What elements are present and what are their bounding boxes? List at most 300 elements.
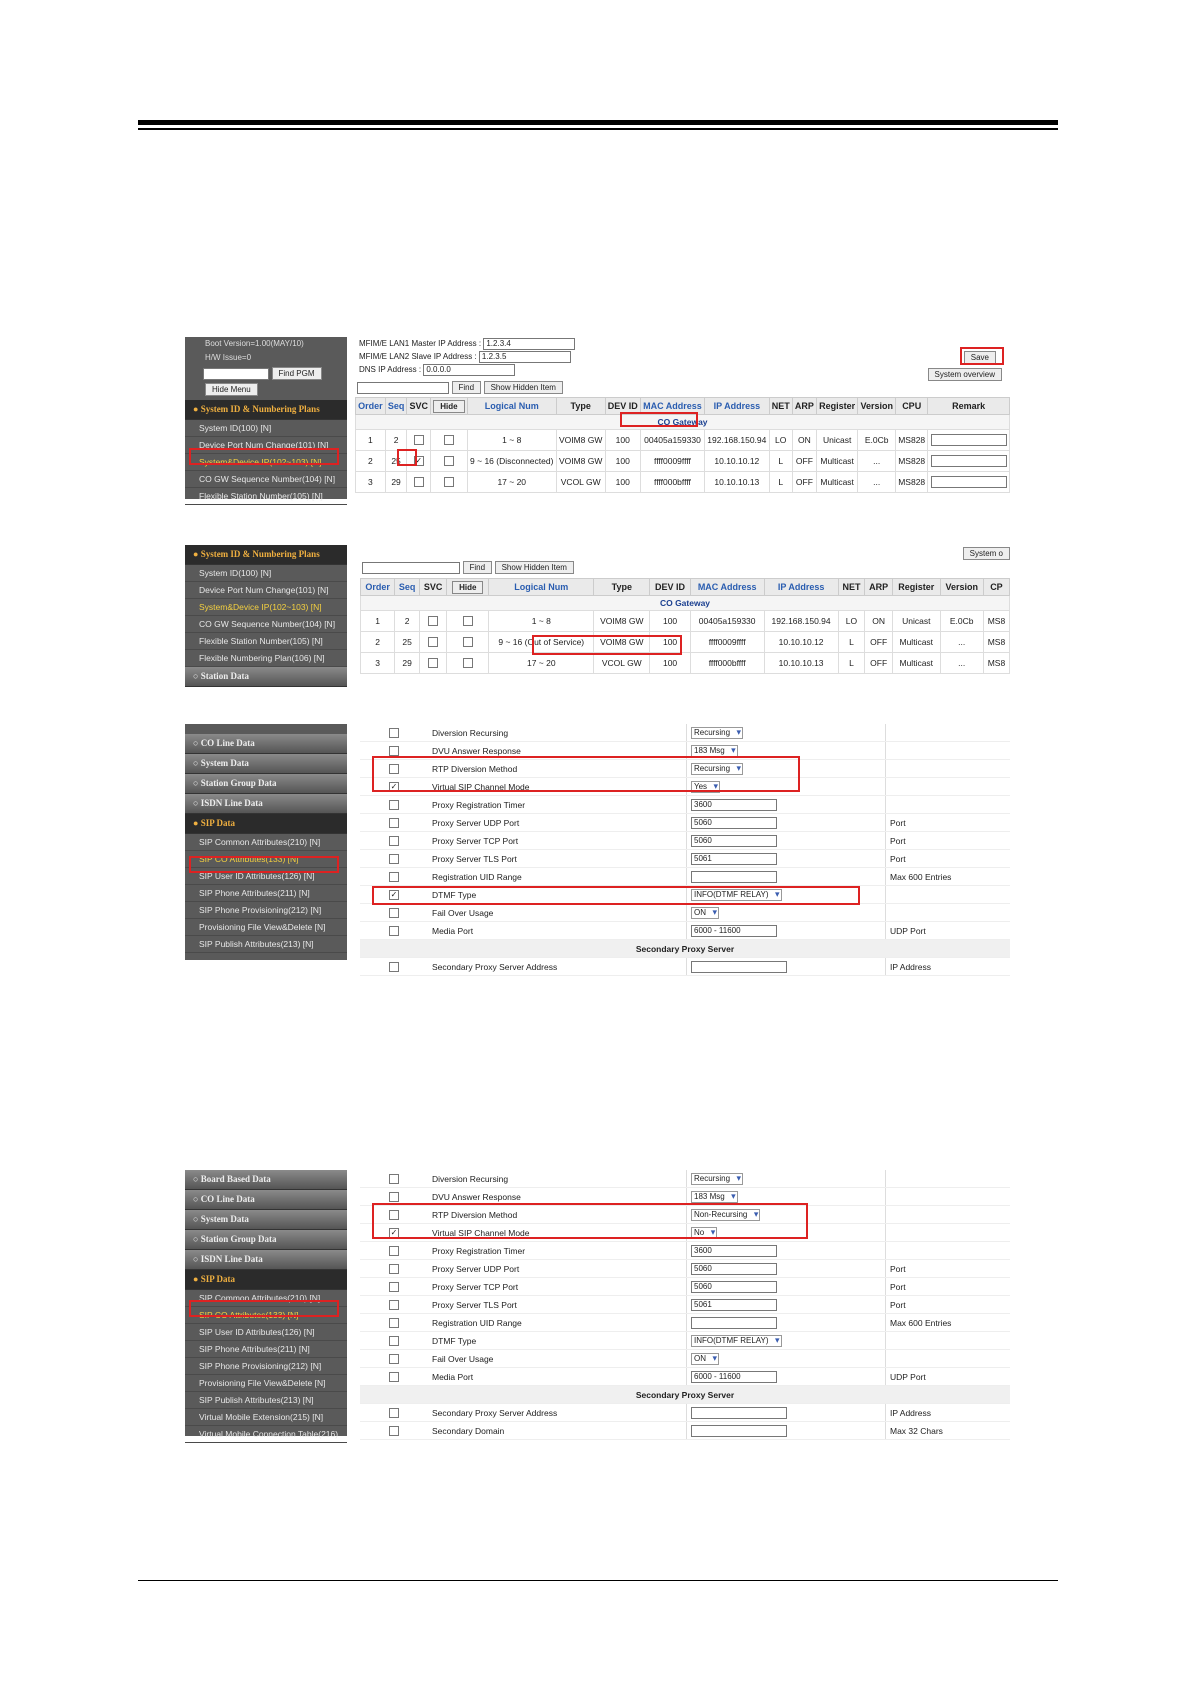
attr-note	[886, 1188, 1011, 1206]
column-header: Order	[361, 579, 395, 596]
menu-item[interactable]: System ID(100) [N]	[185, 420, 347, 437]
column-header: Register	[893, 579, 940, 596]
hide-button[interactable]: Hide	[452, 581, 483, 594]
check-cell	[360, 1350, 428, 1368]
highlight-box	[372, 756, 800, 792]
column-header: SVC	[420, 579, 447, 596]
attribute-row	[360, 1260, 1010, 1278]
hide-checkbox[interactable]	[463, 616, 473, 626]
row-checkbox[interactable]	[389, 728, 399, 738]
slave-ip-input[interactable]: 1.2.3.5	[479, 351, 571, 363]
svc-cell	[420, 632, 447, 653]
value-cell	[687, 850, 886, 868]
column-header: Version	[940, 579, 983, 596]
attr-input[interactable]: 5061	[691, 853, 777, 865]
cpu-cell: MS828	[896, 451, 928, 472]
section-sip-data[interactable]: ● SIP Data	[185, 814, 347, 834]
attr-name: Virtual SIP Channel Mode	[428, 778, 687, 796]
main-panel	[360, 1170, 1010, 1436]
main-panel	[355, 337, 1010, 499]
column-header: Type	[556, 398, 605, 415]
row-checkbox[interactable]	[389, 1174, 399, 1184]
attr-note: UDP Port	[886, 922, 1011, 940]
menu-item[interactable]: Flexible Station Number(105) [N]	[185, 633, 347, 650]
highlight-box	[620, 412, 698, 427]
value-cell	[687, 814, 886, 832]
register-cell: Unicast	[816, 430, 857, 451]
type-cell: VCOL GW	[594, 653, 650, 674]
sidebar	[185, 337, 347, 499]
attr-name: Virtual SIP Channel Mode	[428, 1224, 687, 1242]
svc-checkbox[interactable]	[428, 616, 438, 626]
attr-name: Proxy Server UDP Port	[428, 814, 687, 832]
section-isdn-line[interactable]: ○ ISDN Line Data	[185, 794, 347, 814]
system-overview-button[interactable]: System overview	[928, 368, 1002, 381]
attr-select[interactable]: ON ▾	[691, 907, 719, 919]
attr-input[interactable]: 6000 - 11600	[691, 925, 777, 937]
register-cell: Multicast	[816, 451, 857, 472]
row-checkbox[interactable]	[389, 872, 399, 882]
attr-note: Max 600 Entries	[886, 1314, 1011, 1332]
info-line: H/W Issue=0	[205, 353, 252, 362]
attribute-row	[360, 1242, 1010, 1260]
menu-item[interactable]: SIP User ID Attributes(126) [N]	[185, 868, 347, 885]
attr-input[interactable]: 5060	[691, 1281, 777, 1293]
column-header: IP Address	[705, 398, 770, 415]
row-checkbox[interactable]: ✓	[390, 781, 398, 791]
attr-input[interactable]: 6000 - 11600	[691, 1371, 777, 1383]
column-header	[447, 579, 489, 596]
section-system-id[interactable]: ● System ID & Numbering Plans	[185, 545, 347, 565]
column-header: DEV ID	[650, 579, 691, 596]
cpu-cell: MS828	[896, 430, 928, 451]
remark-input[interactable]	[931, 455, 1007, 467]
net-cell: LO	[838, 611, 865, 632]
net-cell: L	[769, 472, 792, 493]
attribute-row	[360, 1278, 1010, 1296]
attr-select[interactable]: ON ▾	[691, 1353, 719, 1365]
section-system[interactable]: ○ System Data	[185, 754, 347, 774]
attr-select[interactable]: No ▾	[691, 1227, 717, 1239]
attr-note: IP Address	[886, 958, 1011, 976]
column-header: MAC Address	[640, 398, 704, 415]
menu-item[interactable]: SIP Phone Attributes(211) [N]	[185, 1341, 347, 1358]
attr-select[interactable]: 183 Msg ▾	[691, 745, 738, 757]
check-cell	[360, 850, 428, 868]
section-sip-data[interactable]: ● SIP Data	[185, 1270, 347, 1290]
attr-input[interactable]	[691, 1407, 787, 1419]
attribute-row	[360, 1332, 1010, 1350]
mac-cell: 00405a159330	[690, 611, 764, 632]
attr-name: Registration UID Range	[428, 868, 687, 886]
attribute-row	[360, 814, 1010, 832]
header-rule-thick	[138, 120, 1058, 125]
check-cell	[360, 922, 428, 940]
attr-note	[886, 1170, 1011, 1188]
row-checkbox[interactable]	[389, 1264, 399, 1274]
row-checkbox[interactable]	[389, 926, 399, 936]
seq-cell: 29	[385, 472, 407, 493]
check-cell	[360, 1242, 428, 1260]
group-label: CO Gateway	[356, 415, 1010, 430]
pgm-input[interactable]	[203, 368, 269, 380]
table-row	[361, 653, 1010, 674]
menu-item[interactable]: SIP Phone Provisioning(212) [N]	[185, 902, 347, 919]
table-row	[361, 632, 1010, 653]
version-cell: E.0Cb	[858, 430, 896, 451]
row-checkbox[interactable]	[389, 1192, 399, 1202]
column-header: CPU	[896, 398, 928, 415]
dev-id-cell: 100	[650, 632, 691, 653]
ip-cell: 10.10.10.12	[705, 451, 770, 472]
value-cell	[687, 904, 886, 922]
type-cell: VOIM8 GW	[594, 611, 650, 632]
version-cell: ...	[940, 653, 983, 674]
seq-cell: 2	[395, 611, 420, 632]
attr-select[interactable]: Recursing ▾	[691, 763, 743, 775]
cpu-cell: MS8	[983, 653, 1009, 674]
mac-cell: ffff000bffff	[690, 653, 764, 674]
attr-select[interactable]: Yes ▾	[691, 781, 720, 793]
svc-checkbox[interactable]	[414, 435, 424, 445]
logical-num-cell: 9 ~ 16 (Out of Service)	[489, 632, 594, 653]
row-checkbox[interactable]	[389, 1282, 399, 1292]
version-cell: ...	[858, 472, 896, 493]
attribute-row	[360, 904, 1010, 922]
order-cell: 2	[361, 632, 395, 653]
attr-select[interactable]: Recursing ▾	[691, 727, 743, 739]
attribute-row	[360, 850, 1010, 868]
system-overview-button[interactable]: System o	[963, 547, 1010, 560]
attribute-row	[360, 1314, 1010, 1332]
section-station-group[interactable]: ○ Station Group Data	[185, 1230, 347, 1250]
subheader: Secondary Proxy Server	[360, 1386, 1010, 1404]
attr-note: Port	[886, 832, 1011, 850]
row-checkbox[interactable]	[389, 1426, 399, 1436]
attr-input[interactable]: 3600	[691, 1245, 777, 1257]
section-co-line[interactable]: ○ CO Line Data	[185, 734, 347, 754]
value-cell	[687, 922, 886, 940]
attr-name: Fail Over Usage	[428, 1350, 687, 1368]
svc-cell	[407, 430, 431, 451]
attr-name: DVU Answer Response	[428, 1188, 687, 1206]
value-cell	[687, 1170, 886, 1188]
menu-item[interactable]: SIP Common Attributes(210) [N]	[185, 1290, 347, 1307]
attr-select[interactable]: INFO(DTMF RELAY) ▾	[691, 889, 782, 901]
menu-item[interactable]: CO GW Sequence Number(104) [N]	[185, 616, 347, 633]
row-checkbox[interactable]	[389, 836, 399, 846]
logical-num-cell: 17 ~ 20	[467, 472, 556, 493]
dev-id-cell: 100	[650, 653, 691, 674]
attr-note	[886, 760, 1011, 778]
attr-input[interactable]	[691, 1425, 787, 1437]
register-cell: Unicast	[893, 611, 940, 632]
attr-note	[886, 742, 1011, 760]
value-cell	[687, 1278, 886, 1296]
highlight-box	[372, 1203, 808, 1239]
attr-note: UDP Port	[886, 1368, 1011, 1386]
check-cell	[360, 868, 428, 886]
arp-cell: OFF	[792, 451, 816, 472]
attr-select[interactable]: 183 Msg ▾	[691, 1191, 738, 1203]
menu-item[interactable]: SIP Publish Attributes(213) [N]	[185, 936, 347, 953]
section-isdn-line[interactable]: ○ ISDN Line Data	[185, 1250, 347, 1270]
menu-item[interactable]: SIP User ID Attributes(126) [N]	[185, 1324, 347, 1341]
row-checkbox[interactable]	[389, 746, 399, 756]
row-checkbox[interactable]	[389, 1354, 399, 1364]
master-ip-input[interactable]: 1.2.3.4	[483, 338, 575, 350]
row-checkbox[interactable]	[389, 818, 399, 828]
main-panel	[360, 724, 1010, 972]
menu-item-selected[interactable]: SIP CO Attributes(133) [N]	[185, 1307, 347, 1324]
attr-name: Media Port	[428, 1368, 687, 1386]
sidebar	[185, 545, 347, 681]
row-checkbox[interactable]	[389, 908, 399, 918]
menu-item-selected[interactable]: System&Device IP(102~103) [N]	[185, 599, 347, 616]
hide-checkbox[interactable]	[444, 456, 454, 466]
row-checkbox[interactable]	[389, 1300, 399, 1310]
value-cell	[687, 1296, 886, 1314]
attr-name: Secondary Proxy Server Address	[428, 1404, 687, 1422]
arp-cell: ON	[865, 611, 893, 632]
attr-select[interactable]: INFO(DTMF RELAY) ▾	[691, 1335, 782, 1347]
attribute-row	[360, 922, 1010, 940]
value-cell	[687, 1260, 886, 1278]
menu-item[interactable]: SIP Publish Attributes(213) [N]	[185, 1392, 347, 1409]
svc-checkbox[interactable]: ✓	[415, 456, 423, 466]
row-checkbox[interactable]	[389, 962, 399, 972]
attr-name: Registration UID Range	[428, 1314, 687, 1332]
header-rule-thin	[138, 128, 1058, 130]
hide-button[interactable]: Hide	[433, 400, 464, 413]
mac-cell: ffff000bffff	[640, 472, 704, 493]
attr-input[interactable]: 5060	[691, 835, 777, 847]
column-header: Remark	[928, 398, 1010, 415]
cpu-cell: MS828	[896, 472, 928, 493]
check-cell	[360, 1368, 428, 1386]
attr-note: Port	[886, 1278, 1011, 1296]
mac-cell: ffff0009ffff	[690, 632, 764, 653]
attr-note	[886, 904, 1011, 922]
attr-select[interactable]: Recursing ▾	[691, 1173, 743, 1185]
hide-checkbox[interactable]	[444, 435, 454, 445]
ip-cell: 10.10.10.13	[705, 472, 770, 493]
attr-name: Diversion Recursing	[428, 724, 687, 742]
row-checkbox[interactable]	[389, 1372, 399, 1382]
remark-input[interactable]	[931, 434, 1007, 446]
attr-select[interactable]: Non-Recursing ▾	[691, 1209, 760, 1221]
column-header: Logical Num	[467, 398, 556, 415]
menu-item[interactable]: Flexible Numbering Plan(106) [N]	[185, 650, 347, 667]
hide-cell	[431, 451, 468, 472]
attr-note	[886, 724, 1011, 742]
check-cell	[360, 814, 428, 832]
attr-name: Secondary Domain	[428, 1422, 687, 1440]
find-input[interactable]	[357, 382, 449, 394]
mac-cell: ffff0009ffff	[640, 451, 704, 472]
menu-item[interactable]: System ID(100) [N]	[185, 565, 347, 582]
row-checkbox[interactable]	[389, 1408, 399, 1418]
type-cell: VOIM8 GW	[556, 430, 605, 451]
row-checkbox[interactable]: ✓	[390, 889, 398, 899]
column-header: NET	[838, 579, 865, 596]
row-checkbox[interactable]: ✓	[390, 1227, 398, 1237]
value-cell	[687, 724, 886, 742]
attr-name: Proxy Server TCP Port	[428, 1278, 687, 1296]
column-header: NET	[769, 398, 792, 415]
menu-item[interactable]: CO GW Sequence Number(104) [N]	[185, 471, 347, 488]
table-row	[361, 611, 1010, 632]
row-checkbox[interactable]	[389, 800, 399, 810]
version-cell: ...	[940, 632, 983, 653]
highlight-box	[372, 886, 860, 905]
menu-item[interactable]: SIP Phone Attributes(211) [N]	[185, 885, 347, 902]
remark-cell	[928, 430, 1010, 451]
remark-input[interactable]	[931, 476, 1007, 488]
show-hidden-button[interactable]: Show Hidden Item	[495, 561, 574, 574]
version-cell: E.0Cb	[940, 611, 983, 632]
menu-item-selected[interactable]: SIP CO Attributes(133) [N]	[185, 851, 347, 868]
section-station-group[interactable]: ○ Station Group Data	[185, 774, 347, 794]
svc-checkbox[interactable]	[428, 637, 438, 647]
value-cell	[687, 868, 886, 886]
menu-item[interactable]: Flexible Station Number(105) [N]	[185, 488, 347, 505]
column-header: ARP	[865, 579, 893, 596]
attr-name: DTMF Type	[428, 886, 687, 904]
highlight-box	[189, 448, 339, 465]
attribute-row	[360, 832, 1010, 850]
row-checkbox[interactable]	[389, 1336, 399, 1346]
menu-item[interactable]: Virtual Mobile Connection Table(216)	[185, 1426, 347, 1443]
ip-cell: 10.10.10.13	[764, 653, 838, 674]
attribute-row	[360, 1170, 1010, 1188]
column-header: Register	[816, 398, 857, 415]
row-checkbox[interactable]	[389, 854, 399, 864]
section-board-based[interactable]: ○ Board Based Data	[185, 1170, 347, 1190]
attr-note: Max 32 Chars	[886, 1422, 1011, 1440]
attr-note: IP Address	[886, 1404, 1011, 1422]
arp-cell: OFF	[792, 472, 816, 493]
remark-cell	[928, 472, 1010, 493]
dns-input[interactable]: 0.0.0.0	[423, 364, 515, 376]
screenshot-sip-co-attributes-yes	[185, 724, 1010, 972]
attr-input[interactable]	[691, 1317, 777, 1329]
value-cell	[687, 1242, 886, 1260]
attr-name: Proxy Registration Timer	[428, 1242, 687, 1260]
section-co-line[interactable]: ○ CO Line Data	[185, 1190, 347, 1210]
svc-checkbox[interactable]	[414, 477, 424, 487]
mac-cell: 00405a159330	[640, 430, 704, 451]
footer-rule	[138, 1580, 1058, 1581]
find-input[interactable]	[362, 562, 460, 574]
find-pgm-button[interactable]: Find PGM	[272, 367, 322, 380]
row-checkbox[interactable]	[389, 1318, 399, 1328]
svc-checkbox[interactable]	[428, 658, 438, 668]
hide-checkbox[interactable]	[463, 637, 473, 647]
attr-name: Diversion Recursing	[428, 1170, 687, 1188]
hide-menu-button[interactable]: Hide Menu	[205, 383, 258, 396]
attr-input[interactable]: 5061	[691, 1299, 777, 1311]
check-cell	[360, 832, 428, 850]
column-header: Order	[356, 398, 386, 415]
type-cell: VCOL GW	[556, 472, 605, 493]
attribute-row	[360, 868, 1010, 886]
value-cell	[687, 1332, 886, 1350]
svc-cell	[420, 653, 447, 674]
value-cell	[687, 1368, 886, 1386]
menu-item[interactable]: Provisioning File View&Delete [N]	[185, 919, 347, 936]
section-station-data[interactable]: ○ Station Data	[185, 667, 347, 687]
attr-name: Proxy Server UDP Port	[428, 1260, 687, 1278]
attr-input[interactable]	[691, 871, 777, 883]
section-system[interactable]: ○ System Data	[185, 1210, 347, 1230]
show-hidden-button[interactable]: Show Hidden Item	[484, 381, 563, 394]
register-cell: Multicast	[816, 472, 857, 493]
svc-cell	[420, 611, 447, 632]
column-header: SVC	[407, 398, 431, 415]
menu-item-selected[interactable]: System&Device IP(102~103) [N]	[185, 454, 347, 471]
highlight-box	[960, 347, 1004, 365]
value-cell	[687, 832, 886, 850]
type-cell: VOIM8 GW	[594, 632, 650, 653]
save-button[interactable]: Save	[964, 351, 996, 364]
attribute-row	[360, 1368, 1010, 1386]
attr-input[interactable]: 3600	[691, 799, 777, 811]
attr-note: Port	[886, 814, 1011, 832]
check-cell	[360, 904, 428, 922]
highlight-box	[189, 856, 339, 873]
menu-item[interactable]: Device Port Num Change(101) [N]	[185, 582, 347, 599]
register-cell: Multicast	[893, 653, 940, 674]
arp-cell: OFF	[865, 632, 893, 653]
attr-input[interactable]: 5060	[691, 1263, 777, 1275]
column-header: DEV ID	[605, 398, 640, 415]
row-checkbox[interactable]	[389, 1246, 399, 1256]
menu-item[interactable]: Provisioning File View&Delete [N]	[185, 1375, 347, 1392]
attr-note	[886, 1224, 1011, 1242]
column-header: ARP	[792, 398, 816, 415]
cpu-cell: MS8	[983, 632, 1009, 653]
hide-checkbox[interactable]	[444, 477, 454, 487]
menu-item[interactable]: Device Port Num Change(101) [N]	[185, 437, 347, 454]
column-header: Version	[858, 398, 896, 415]
version-cell: ...	[858, 451, 896, 472]
section-system-id[interactable]: ● System ID & Numbering Plans	[185, 400, 347, 420]
attr-name: RTP Diversion Method	[428, 1206, 687, 1224]
check-cell	[360, 724, 428, 742]
check-cell	[360, 1170, 428, 1188]
attr-input[interactable]	[691, 961, 787, 973]
highlight-box	[397, 449, 417, 466]
attr-input[interactable]: 5060	[691, 817, 777, 829]
table-row	[356, 451, 1010, 472]
order-cell: 3	[361, 653, 395, 674]
menu-item[interactable]: SIP Common Attributes(210) [N]	[185, 834, 347, 851]
subheader: Secondary Proxy Server	[360, 940, 1010, 958]
net-cell: LO	[769, 430, 792, 451]
attribute-row	[360, 796, 1010, 814]
info-line: Boot Version=1.00(MAY/10)	[205, 339, 304, 348]
seq-cell: 2	[385, 430, 407, 451]
menu-item[interactable]: Virtual Mobile Extension(215) [N]	[185, 1409, 347, 1426]
menu-item[interactable]: SIP Phone Provisioning(212) [N]	[185, 1358, 347, 1375]
find-button[interactable]: Find	[463, 561, 493, 574]
hide-checkbox[interactable]	[463, 658, 473, 668]
attr-note	[886, 886, 1011, 904]
attr-name: DTMF Type	[428, 1332, 687, 1350]
find-button[interactable]: Find	[452, 381, 482, 394]
attr-note	[886, 1242, 1011, 1260]
